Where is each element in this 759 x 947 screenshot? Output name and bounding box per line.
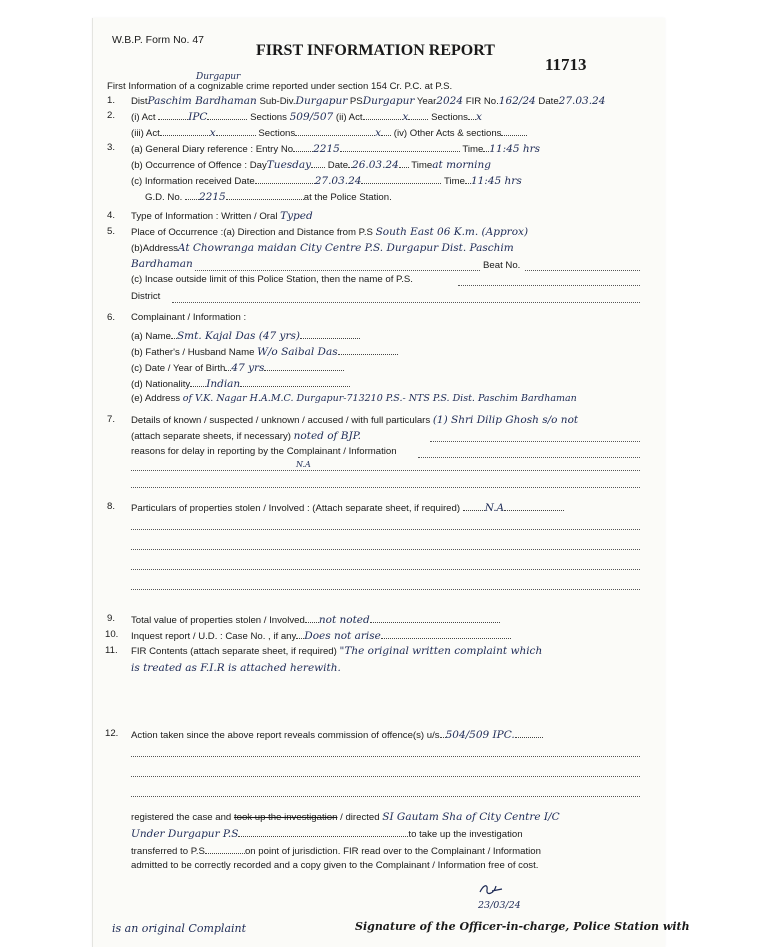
serial-number: 11713 xyxy=(545,55,587,74)
father-name-label: (b) Father's / Husband Name xyxy=(131,347,255,358)
section-num-1: 1. xyxy=(107,95,116,106)
transferred-label: transferred to P.S xyxy=(131,846,205,857)
inquest-value: Does not arise xyxy=(304,630,381,642)
gd-time-label: Time xyxy=(462,144,484,155)
district-label: District xyxy=(131,291,161,302)
section-3-gdno xyxy=(145,190,392,204)
total-value-value: not noted xyxy=(318,614,370,626)
fir-contents-value: "The original written complaint which xyxy=(339,645,543,657)
address-value: At Chowranga maidan City Centre P.S. Durgapur Dist. Paschim xyxy=(177,242,514,254)
under-ps-value: Under Durgapur P.S xyxy=(131,828,239,840)
ps-label: PS xyxy=(349,96,363,107)
section-num-12: 12. xyxy=(105,728,119,739)
sections2-value: x xyxy=(475,111,482,123)
footer-left-note: is an original Complaint xyxy=(112,922,247,935)
outside-limit-label: (c) Incase outside limit of this Police Station, then the name of P.S. xyxy=(131,274,413,285)
section-num-5: 5. xyxy=(107,226,116,237)
occurrence-time-label: Time xyxy=(411,160,433,171)
stolen-properties-label: Particulars of properties stolen / Involved : (Attach separate sheet, if required) xyxy=(131,503,461,514)
info-received-value: 27.03.24 xyxy=(314,175,362,187)
info-time-value: 11:45 hrs xyxy=(470,175,522,187)
section-num-9: 9. xyxy=(107,613,116,624)
section-3-occurrence xyxy=(131,158,491,172)
properties-line-2 xyxy=(131,549,640,550)
section-10-row xyxy=(131,629,511,643)
action-line-2 xyxy=(131,776,640,777)
ps-handwritten: Durgapur xyxy=(196,72,241,82)
action-line-1 xyxy=(131,756,640,757)
info-received-label: (c) Information received Date xyxy=(131,176,255,187)
complainant-address-value: of V.K. Nagar H.A.M.C. Durgapur-713210 P.S.- NTS P.S. Dist. Paschim Bardhaman xyxy=(182,393,577,404)
section-num-10: 10. xyxy=(105,629,119,640)
year-value: 2024 xyxy=(436,95,464,107)
direction-label: Place of Occurrence :(a) Direction and Distance from P.S xyxy=(131,227,373,238)
section-6-father xyxy=(131,345,398,359)
district-line xyxy=(172,302,640,303)
info-type-label: Type of Information : Written / Oral xyxy=(131,211,278,222)
name-label: (a) Name xyxy=(131,331,171,342)
admitted-label: admitted to be correctly recorded and a copy given to the Complainant / Information free of cost. xyxy=(131,860,539,871)
action-taken-value: 504/509 IPC. xyxy=(445,729,515,741)
year-label: Year xyxy=(416,96,437,107)
other-acts-label: (iv) Other Acts & sections xyxy=(393,128,502,139)
sections-value: 509/507 xyxy=(289,111,334,123)
date-value: 27.03.24 xyxy=(558,95,606,107)
info-type-value: Typed xyxy=(280,210,313,222)
section-11-row xyxy=(131,645,542,658)
gd-no-label: G.D. No. xyxy=(145,192,183,203)
sections2-label: Sections xyxy=(431,112,468,123)
occurrence-day-value: Tuesday xyxy=(266,159,312,171)
section-3-gd xyxy=(131,142,540,156)
outside-limit-line xyxy=(458,285,640,286)
nationality-value: Indian xyxy=(206,378,241,390)
info-time-label: Time xyxy=(443,176,465,187)
section-12-registered xyxy=(131,811,560,824)
fir-contents-label: FIR Contents (attach separate sheet, if required) xyxy=(131,646,337,657)
ps-value: Durgapur xyxy=(362,95,415,107)
delay-line-1 xyxy=(418,457,640,458)
occurrence-day-label: (b) Occurrence of Offence : Day xyxy=(131,160,267,171)
section-6-nationality xyxy=(131,377,350,391)
section-num-3: 3. xyxy=(107,142,116,153)
directed-officer-value: SI Gautam Sha of City Centre I/C xyxy=(382,811,560,823)
properties-line-4 xyxy=(131,589,640,590)
beat-no-label: Beat No. xyxy=(483,260,521,271)
dob-label: (c) Date / Year of Birth xyxy=(131,363,226,374)
section-2-row-1 xyxy=(131,110,482,124)
address-label: (b)Address xyxy=(131,243,178,254)
section-12-row xyxy=(131,728,543,742)
section-2-row-2 xyxy=(131,126,527,140)
section-12-transferred xyxy=(131,844,541,858)
section-4-row xyxy=(131,210,313,223)
section-8-row xyxy=(131,501,564,515)
nationality-label: (d) Nationality xyxy=(131,379,191,390)
delay-line-3 xyxy=(131,487,640,488)
occurrence-date-value: 26.03.24 xyxy=(352,159,399,171)
section-6-address xyxy=(131,393,577,405)
gd-entry-label: (a) General Diary reference : Entry No xyxy=(131,144,294,155)
complainant-label: Complainant / Information : xyxy=(131,312,247,323)
total-value-label: Total value of properties stolen / Involved xyxy=(131,615,305,626)
direction-value: South East 06 K.m. (Approx) xyxy=(375,226,529,238)
act-label: (i) Act xyxy=(131,112,156,123)
form-number: W.B.P. Form No. 47 xyxy=(112,34,205,46)
section-6-name xyxy=(131,329,360,343)
act-value: IPC xyxy=(188,111,208,123)
section-5-a xyxy=(131,226,528,239)
section-5-b xyxy=(131,242,514,255)
fir-contents-value-2: is treated as F.I.R is attached herewith. xyxy=(131,662,341,674)
delay-reason-label: reasons for delay in reporting by the Complainant / Information xyxy=(131,446,397,457)
act2-value: x xyxy=(402,111,409,123)
attach-sheets-label: (attach separate sheets, if necessary) xyxy=(131,431,291,442)
sections3-value: x xyxy=(375,127,382,139)
section-9-row xyxy=(131,613,500,627)
section-7-row-2 xyxy=(131,430,361,443)
section-num-4: 4. xyxy=(107,210,116,221)
section-num-11: 11. xyxy=(105,645,118,656)
section-1-row xyxy=(131,95,605,108)
subdiv-value: Durgapur xyxy=(295,95,348,107)
gd-no-value: 2215 xyxy=(199,191,226,203)
section-num-2: 2. xyxy=(107,110,116,121)
fir-no-value: 162/24 xyxy=(498,95,536,107)
address-line xyxy=(195,270,480,271)
subdiv-label: Sub-Div. xyxy=(259,96,296,107)
inquest-label: Inquest report / U.D. : Case No. , if any xyxy=(131,631,297,642)
officer-initials-icon xyxy=(478,882,504,900)
stolen-properties-value: N.A xyxy=(484,502,505,514)
subtitle: First Information of a cognizable crime reported under section 154 Cr. P.C. at P.S. xyxy=(107,81,453,92)
accused-value: (1) Shri Dilip Ghosh s/o not xyxy=(432,414,579,426)
section-7-row-1 xyxy=(131,414,578,427)
dist-value: Paschim Bardhaman xyxy=(147,95,257,107)
gd-no-tail: at the Police Station. xyxy=(303,192,392,203)
father-name-value: W/o Saibal Das xyxy=(257,346,338,358)
directed-label: / directed xyxy=(340,812,380,823)
report-title: FIRST INFORMATION REPORT xyxy=(256,42,495,59)
struck-took-up: took up the investigation xyxy=(233,812,338,823)
delay-reason-value: N.A xyxy=(296,460,311,469)
act2-label: (ii) Act xyxy=(335,112,363,123)
date-label: Date xyxy=(538,96,559,107)
sections-label: Sections xyxy=(250,112,287,123)
sections3-label: Sections xyxy=(258,128,296,139)
section-num-6: 6. xyxy=(107,312,116,323)
occurrence-date-label: Date xyxy=(327,160,349,171)
delay-line-2 xyxy=(131,470,640,471)
signature-date: 23/03/24 xyxy=(478,900,521,911)
take-up-label: to take up the investigation xyxy=(408,829,523,840)
fir-no-label: FIR No. xyxy=(465,96,499,107)
accused-value-2: noted of BJP. xyxy=(293,430,361,442)
registered-label: registered the case and xyxy=(131,812,232,823)
accused-label: Details of known / suspected / unknown / accused / with full particulars xyxy=(131,415,431,426)
section-5-b2 xyxy=(131,258,193,271)
section-12-under xyxy=(131,827,523,841)
act3-value: x xyxy=(209,127,216,139)
action-taken-label: Action taken since the above report reveals commission of offence(s) u/s xyxy=(131,730,440,741)
occurrence-time-value: at morning xyxy=(432,159,491,171)
complainant-address-label: (e) Address xyxy=(131,393,181,404)
properties-line-1 xyxy=(131,529,640,530)
dob-value: 47 yrs xyxy=(231,362,265,374)
address-value-2: Bardhaman xyxy=(131,258,193,270)
name-value: Smt. Kajal Das (47 yrs) xyxy=(176,330,300,342)
section-num-8: 8. xyxy=(107,501,116,512)
section-num-7: 7. xyxy=(107,414,116,425)
signature-label: Signature of the Officer-in-charge, Police Station with xyxy=(355,920,690,933)
act3-label: (iii) Act xyxy=(131,128,160,139)
section-6-dob xyxy=(131,361,344,375)
accused-line xyxy=(430,441,640,442)
gd-time-value: 11:45 hrs xyxy=(489,143,541,155)
dist-label: Dist xyxy=(131,96,148,107)
jurisdiction-label: on point of jurisdiction. FIR read over to the Complainant / Information xyxy=(244,846,541,857)
beat-no-line xyxy=(525,270,640,271)
section-11-row-2 xyxy=(131,662,341,675)
section-3-info xyxy=(131,174,522,188)
gd-entry-value: 2215 xyxy=(313,143,340,155)
properties-line-3 xyxy=(131,569,640,570)
action-line-3 xyxy=(131,796,640,797)
